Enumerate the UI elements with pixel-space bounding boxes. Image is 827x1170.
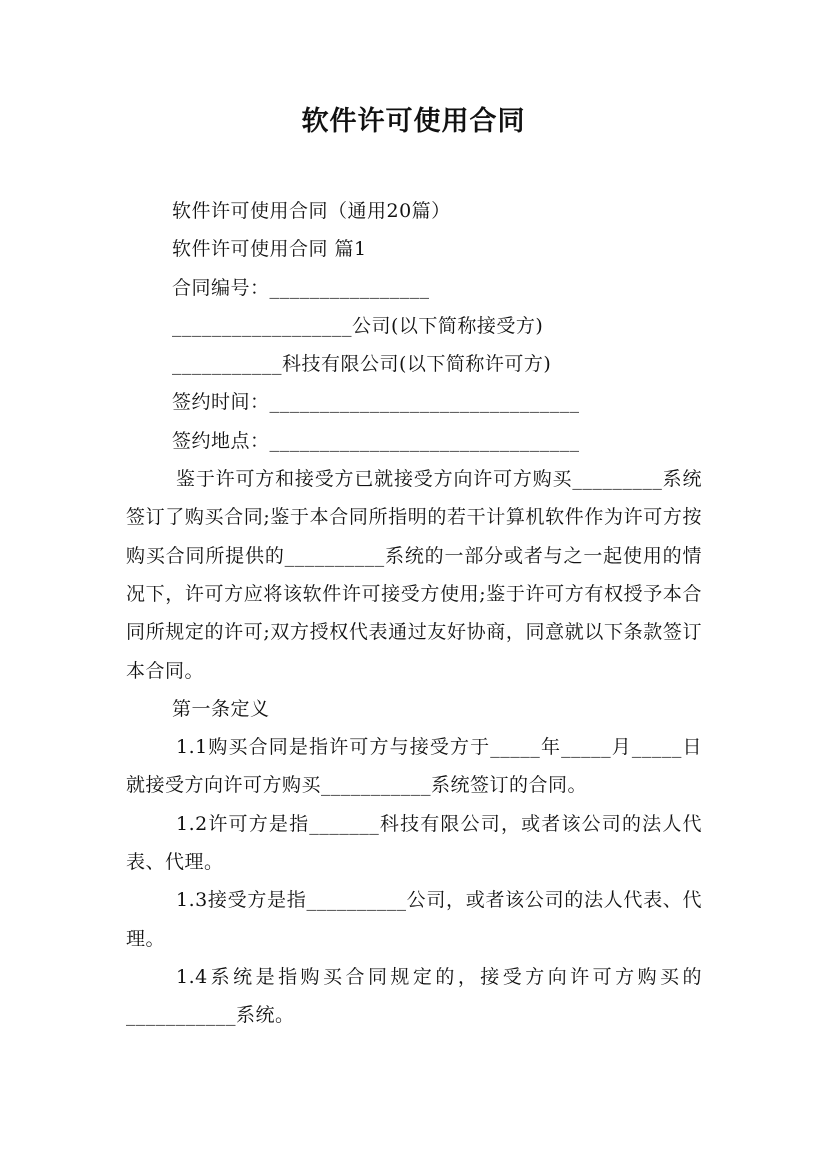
part-heading: 软件许可使用合同 篇1 [172,238,367,261]
document-body [126,192,702,1035]
sign-place-line: 签约地点：_______________________________ [172,429,580,452]
article-1-heading: 第一条定义 [172,697,270,720]
definition-1-2: 1.2许可方是指_______科技有限公司，或者该公司的法人代表、代理。 [126,812,702,874]
preamble-paragraph: 鉴于许可方和接受方已就接受方向许可方购买_________系统签订了购买合同;鉴于本合同所指明的若干计算机软件作为许可方按购买合同所提供的__________系统的一部分或者与之一起使用的情况下，许可方应将该软件许可接受方使用;鉴于许可方有权授予本合同所规定的许可;双方授权代表通过友好协商，同意就以下条款签订本合同。 [126,468,702,682]
sign-time-line: 签约时间：_______________________________ [172,391,580,414]
definition-1-4: 1.4系统是指购买合同规定的，接受方向许可方购买的___________系统。 [126,965,702,1027]
subtitle-line: 软件许可使用合同（通用20篇） [172,200,451,222]
definition-1-3: 1.3接受方是指__________公司，或者该公司的法人代表、代理。 [126,889,702,950]
document-title: 软件许可使用合同 [301,106,526,137]
party-b-line: ___________科技有限公司(以下简称许可方) [172,353,552,376]
party-a-line: __________________公司(以下简称接受方) [172,314,544,337]
definition-1-1: 1.1购买合同是指许可方与接受方于_____年_____月_____日就接受方向许可方购买___________系统签订的合同。 [126,736,702,797]
contract-number-line: 合同编号：________________ [172,276,430,299]
